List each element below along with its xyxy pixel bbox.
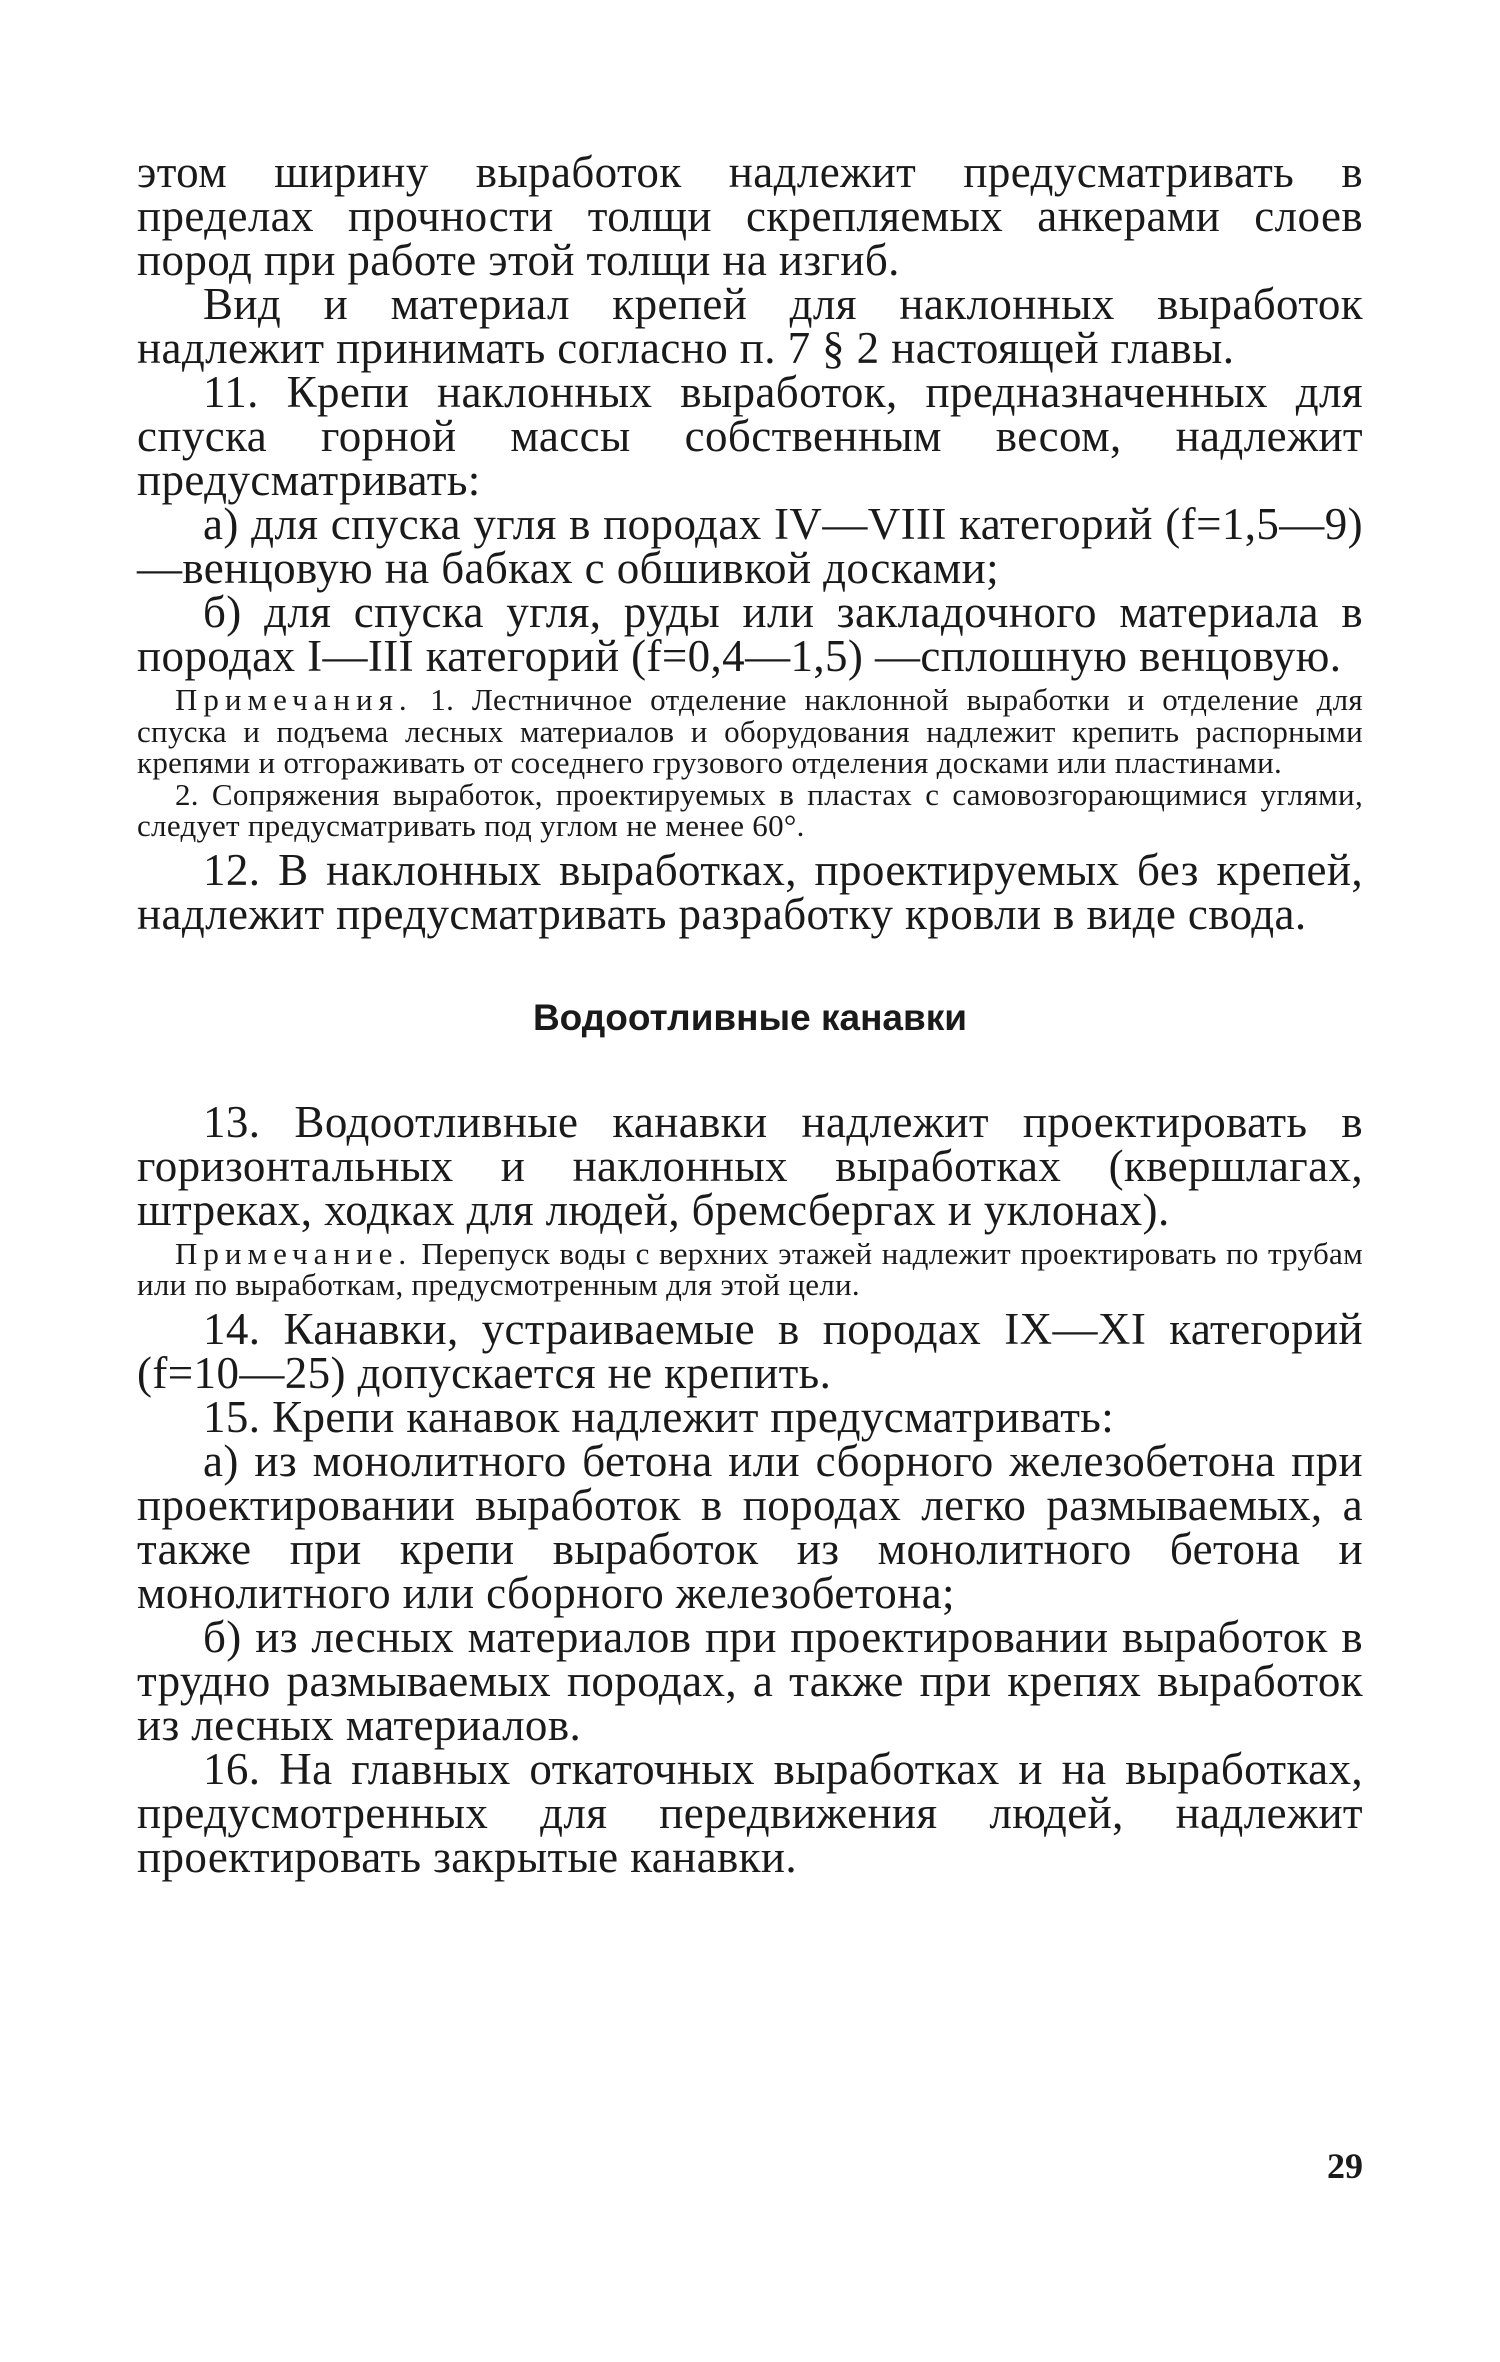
notes-block-1 [137,684,1363,779]
paragraph-15b: б) из лесных материалов при проектировании выработок в трудно размываемых породах, а также при крепях выработок из лесных материалов. [137,1611,1363,1750]
note-block-2 [137,1235,1363,1302]
note-item-2: 2. Сопряжения выработок, проектируемых в пластах с самовозгорающимися углями, следует предусматривать под углом не менее 60°. [137,776,1363,843]
note-text: Перепуск воды с верхних этажей надлежит проектировать по трубам или по выработкам, предусмотренным для этой цели. [137,1235,1363,1302]
paragraph-11: 11. Крепи наклонных выработок, предназначенных для спуска горной массы собственным весом, надлежит предусматривать: [137,367,1363,505]
document-page [137,147,1363,1882]
paragraph-11b: б) для спуска угля, руды или закладочного материала в породах I—III категорий (f=0,4—1,5) —сплошную венцовую. [137,587,1363,681]
paragraph-13: 13. Водоотливные канавки надлежит проектировать в горизонтальных и наклонных выработках (квершлагах, штреках, ходках для людей, бремсбергах и уклонах). [137,1096,1363,1235]
note-item-1: 1. Лестничное отделение наклонной выработки и отделение для спуска и подъема лесных материалов и оборудования надлежит крепить распорными крепями и отгораживать от соседнего грузового отделения досками или пластинами. [137,682,1363,780]
page-number: 29 [1327,2146,1363,2186]
paragraph-12: 12. В наклонных выработках, проектируемых без крепей, надлежит предусматривать разработку кровли в виде свода. [137,844,1363,939]
paragraph-16: 16. На главных откаточных выработках и на выработках, предусмотренных для передвижения людей, надлежит проектировать закрытые канавки. [137,1743,1363,1882]
paragraph-15: 15. Крепи канавок надлежит предусматривать: [203,1391,1115,1442]
notes-label: Примечания. [175,682,413,717]
paragraph-continuation: этом ширину выработок надлежит предусматривать в пределах прочности толщи скрепляемых анкерами слоев пород при работе этой толщи на изгиб. [137,147,1363,285]
paragraph-14: 14. Канавки, устраиваемые в породах IX—XI категорий (f=10—25) допускается не крепить. [137,1303,1363,1398]
paragraph-15a: а) из монолитного бетона или сборного железобетона при проектировании выработок в породах легко размываемых, а также при крепи выработок из монолитного бетона и монолитного или сборного железобетона; [137,1435,1363,1618]
paragraph-11a: а) для спуска угля в породах IV—VIII категорий (f=1,5—9) —венцовую на бабках с обшивкой досками; [137,499,1363,593]
section-heading: Водоотливные канавки [532,996,968,1038]
paragraph-support-type: Вид и материал крепей для наклонных выработок надлежит принимать согласно п. 7 § 2 настоящей главы. [137,279,1363,373]
note-label: Примечание. [175,1235,413,1271]
